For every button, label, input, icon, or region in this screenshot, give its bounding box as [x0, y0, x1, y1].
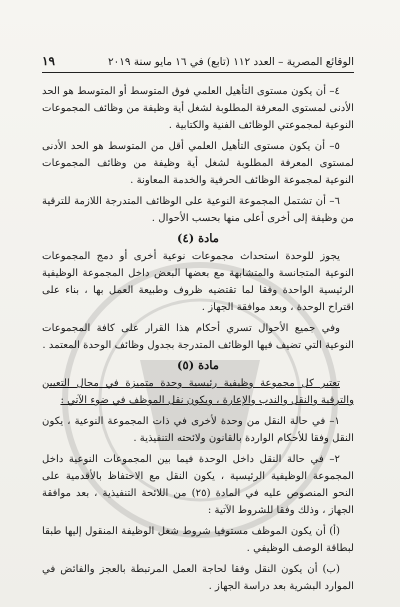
article-5-paragraph: (أ) أن يكون الموظف مستوفيا شروط شغل الوظيفة المنقول إليها طبقا لبطاقة الوصف الوظيفي . — [42, 526, 354, 554]
article-5-paragraph: ١– في حالة النقل من وحدة لأخرى في ذات المجموعة النوعية ، يكون النقل وفقا للأحكام الواردة بالقانون ولائحته التنفيذية . — [42, 416, 354, 444]
article-4-paragraph: يجوز للوحدة استحداث مجموعات نوعية أخرى أو دمج المجموعات النوعية المتجانسة والمتشابهة مع بعضها البعض داخل المجموعة الوظيفية الرئيسية الواحدة وفقا لما تقتضيه ظروف وطبيعة العمل بها ، بناء على اقتراح الوحدة ، وبعد موافقة الجهاز . — [42, 251, 354, 313]
paragraph-item-5: ٥– أن يكون مستوى التأهيل العلمي أقل من المتوسط هو الحد الأدنى لمستوى المعرفة المطلوبة لشغل أية وظيفة من وظائف المجموعات النوعية لمجموعة الوظائف الحرفية والخدمة المعاونة . — [42, 141, 354, 186]
article-4-paragraph: وفي جميع الأحوال تسري أحكام هذا القرار على كافة المجموعات النوعية التي تضيف فيها الوظائف المتدرجة بجدول وظائف الوحدة المعتمد . — [42, 323, 354, 351]
article-4-heading: مادة (٤) — [177, 231, 219, 245]
article-5-paragraph: ٢– في حالة النقل داخل الوحدة فيما بين المجموعات النوعية داخل المجموعة الوظيفية الرئيسية ، يكون النقل مع الاحتفاظ بالأقدمية على النحو المنصوص عليه في المادة (٢٥) من اللائحة التنفيذية ، بعد موافقة الجهاز ، وذلك وفقا للشروط الآتية : — [42, 454, 354, 516]
article-5-heading: مادة (٥) — [177, 358, 219, 372]
header-title: الوقائع المصرية – العدد ١١٢ (تابع) في ١٦ مايو سنة ٢٠١٩ — [107, 56, 354, 68]
page-number: ١٩ — [42, 54, 55, 68]
paragraph-item-6: ٦– أن تشتمل المجموعة النوعية على الوظائف المتدرجة اللازمة للترقية من وظيفة إلى أخرى أعلى منها بحسب الأحوال . — [42, 196, 354, 224]
article-5-paragraph: (ب) أن يكون النقل وفقا لحاجة العمل المرتبطة بالعجز والفائض في الموارد البشرية بعد دراسة الجهاز . — [42, 564, 354, 592]
paragraph-item-4: ٤– أن يكون مستوى التأهيل العلمي فوق المتوسط أو المتوسط هو الحد الأدنى لمستوى المعرفة المطلوبة لشغل أية وظيفة من وظائف المجموعات النوعية لمجموعتي الوظائف الفنية والكتابية . — [42, 86, 354, 131]
article-5-paragraph: تعتبر كل مجموعة وظيفية رئيسية وحدة متميزة في مجال التعيين والترقية والنقل والندب والإعارة ، ويكون نقل الموظف في ضوء الآتي : — [42, 378, 354, 406]
page-header — [42, 54, 354, 73]
